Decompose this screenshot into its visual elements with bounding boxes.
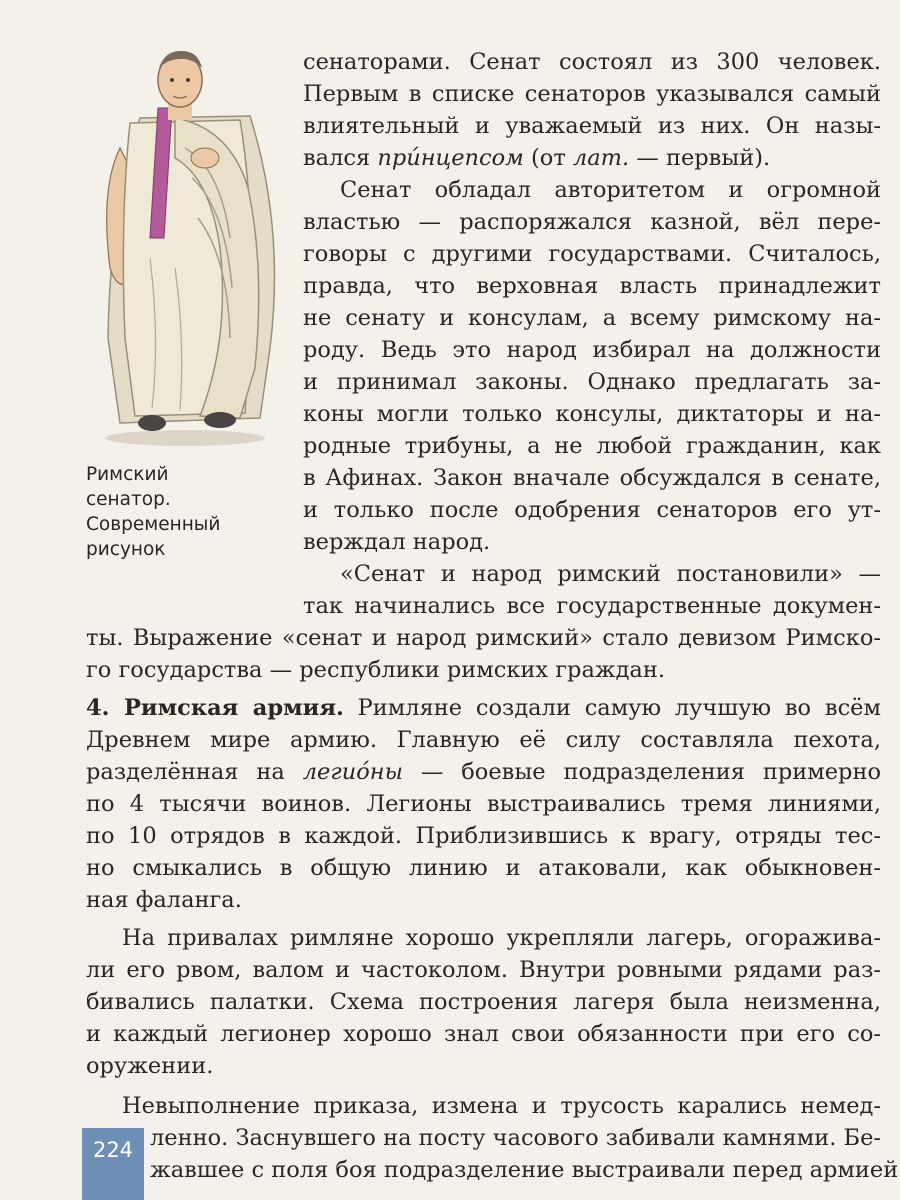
text-line: оружении. <box>86 1053 214 1079</box>
text-line: так начинались все государственные докумен- <box>303 593 881 619</box>
text-line: но смыкались в общую линию и атаковали, как обыкновен- <box>86 855 881 881</box>
caption-line: сенатор. <box>86 489 171 510</box>
text-line: коны могли только консулы, диктаторы и на- <box>303 401 881 427</box>
text-line: правда, что верховная власть принадлежит <box>303 273 881 299</box>
roman-senator-illustration <box>80 38 290 448</box>
text-fragment: (от <box>523 145 573 171</box>
text-line: Сенат обладал авторитетом и огромной <box>340 177 881 203</box>
text-line: го государства — республики римских граждан. <box>86 657 665 683</box>
text-line: по 10 отрядов в каждой. Приблизившись к врагу, отряды тес- <box>86 823 881 849</box>
text-line: ты. Выражение «сенат и народ римский» стало девизом Римско- <box>86 625 881 651</box>
text-line <box>303 142 881 174</box>
text-line: Первым в списке сенаторов указывался самый <box>303 81 881 107</box>
text-line: На привалах римляне хорошо укрепляли лагерь, огоражива- <box>122 925 881 951</box>
text-line: «Сенат и народ римский постановили» — <box>340 561 881 587</box>
senator-drawing <box>80 38 290 448</box>
text-line: жавшее с поля боя подразделение выстраивали перед армией <box>150 1157 899 1183</box>
text-line: влиятельный и уважаемый из них. Он назы- <box>303 113 881 139</box>
term-legions: легио́ны <box>302 759 403 785</box>
text-line: ная фаланга. <box>86 887 242 913</box>
text-line: Древнем мире армию. Главную её силу составляла пехота, <box>86 727 881 753</box>
text-line: роду. Ведь это народ избирал на должности <box>303 337 881 363</box>
text-fragment: Римляне создали самую лучшую во всём <box>343 695 881 721</box>
term-princeps: при́нцепсом <box>377 145 524 171</box>
page-number: 224 <box>92 1138 134 1162</box>
text-line: и только после одобрения сенаторов его ут- <box>303 497 881 523</box>
text-line: по 4 тысячи воинов. Легионы выстраивались тремя линиями, <box>86 791 881 817</box>
text-line: Невыполнение приказа, измена и трусость карались немед- <box>122 1093 881 1119</box>
text-fragment: — первый). <box>629 145 771 171</box>
text-fragment: — боевые подразделения примерно <box>402 759 881 785</box>
abbrev-lat: лат. <box>572 145 630 171</box>
section-line <box>86 692 881 724</box>
page-number-tab <box>82 1128 144 1200</box>
text-line: сенаторами. Сенат состоял из 300 человек. <box>303 49 881 75</box>
text-line: в Афинах. Закон вначале обсуждался в сенате, <box>303 465 881 491</box>
caption-line: Современный <box>86 514 221 535</box>
section-heading: 4. Римская армия. <box>86 695 344 721</box>
text-line: не сенату и консулам, а всему римскому на- <box>303 305 881 331</box>
text-line: и каждый легионер хорошо знал свои обязанности при его со- <box>86 1021 881 1047</box>
text-line: верждал народ. <box>303 529 491 555</box>
figure-caption <box>86 462 286 562</box>
text-line <box>86 756 881 788</box>
text-line: ли его рвом, валом и частоколом. Внутри ровными рядами раз- <box>86 957 881 983</box>
text-line: и принимал законы. Однако предлагать за- <box>303 369 881 395</box>
text-line: властью — распоряжался казной, вёл пере- <box>303 209 881 235</box>
text-line: бивались палатки. Схема построения лагеря была неизменна, <box>86 989 881 1015</box>
text-line: говоры с другими государствами. Считалось, <box>303 241 881 267</box>
text-fragment: разделённая на <box>86 759 303 785</box>
caption-line: Римский <box>86 464 169 485</box>
caption-line: рисунок <box>86 539 166 560</box>
text-line: ленно. Заснувшего на посту часового забивали камнями. Бе- <box>150 1125 881 1151</box>
text-fragment: вался <box>303 145 378 171</box>
text-line: родные трибуны, а не любой гражданин, как <box>303 433 881 459</box>
